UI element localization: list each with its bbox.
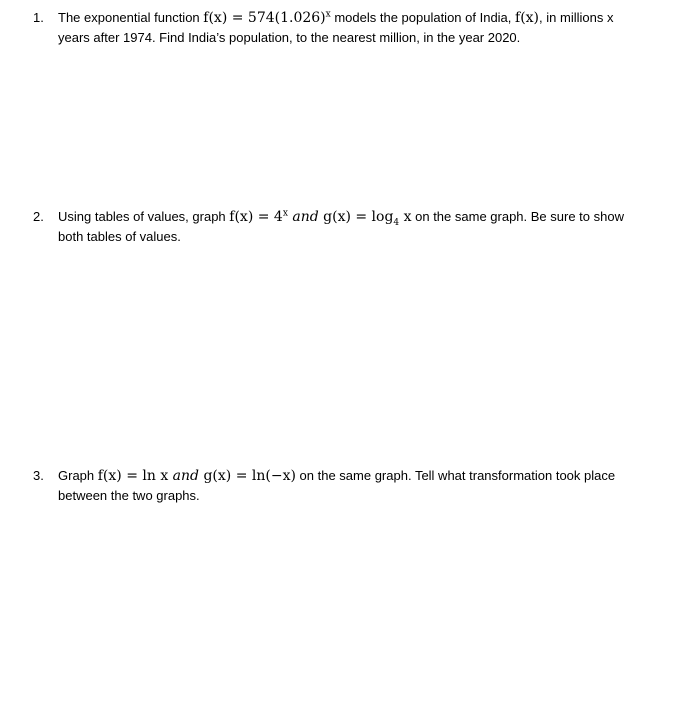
math-expression: f(x) = ln x and g(x) = ln(−x) [97,468,296,484]
question-2 [33,207,643,247]
question-number: 3. [33,468,44,483]
math-expression: $f(x) = 574(1.026)^x$ [203,9,331,26]
question-number: 1. [33,10,44,25]
question-text: Graph f(x) = ln x and g(x) = ln(−x) on the same graph. Tell what transformation took place between the two graphs. [58,468,616,503]
question-1 [33,8,643,48]
question-number: 2. [33,209,44,224]
math-expression: f(x) [515,10,540,26]
question-3 [33,466,643,506]
question-text: The exponential function $f(x) = 574(1.026)^x$ models the population of India, f(x), in millions x years after 1974. Find India’s population, to the nearest million, in the year 2020. [58,9,614,45]
math-expression: $f(x) = 4^x$ and $g(x) = \log_4 x$ [229,208,412,228]
question-text: Using tables of values, graph $f(x) = 4^x$ and $g(x) = \log_4 x$ on the same graph. Be sure to show both tables of values. [58,208,624,244]
